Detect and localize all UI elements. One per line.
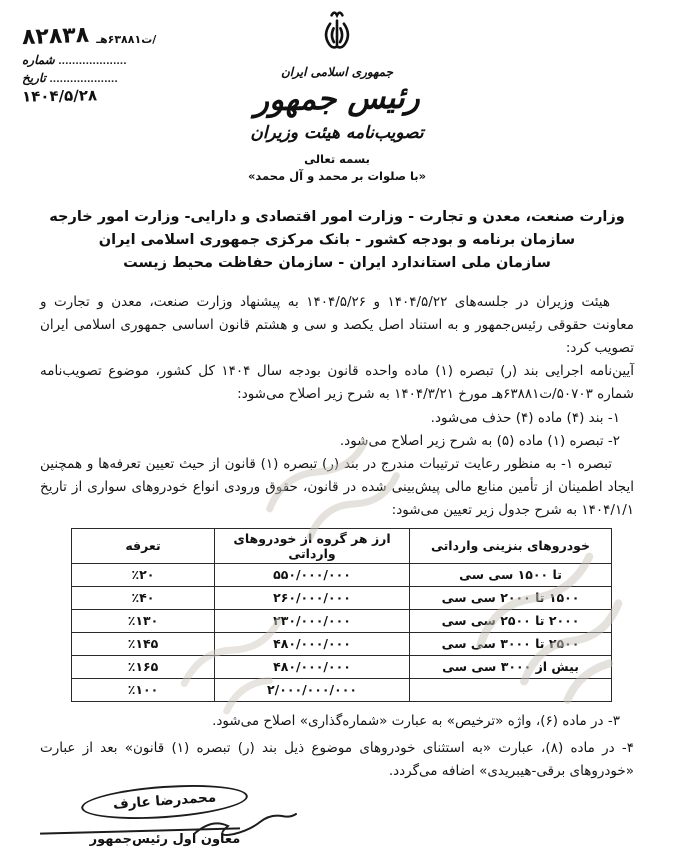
signature-block	[40, 786, 290, 847]
cell-currency: ۲۳۰/۰۰۰/۰۰۰	[215, 609, 410, 632]
column-header-currency: ارز هر گروه از خودروهای وارداتی	[215, 528, 410, 563]
office-calligraphy: رئیس جمهور	[253, 79, 421, 119]
number-dotted-line: ....................	[58, 57, 127, 67]
table-row	[72, 678, 612, 701]
addressee-line-2: سازمان برنامه و بودجه کشور - بانک مرکزی جمهوری اسلامی ایران	[98, 232, 576, 249]
cell-car-type	[410, 678, 612, 701]
column-header-car-type: خودروهای بنزینی وارداتی	[410, 528, 612, 563]
date-dotted-line: ....................	[49, 75, 118, 85]
signature-name: محمدرضا عارف	[112, 789, 218, 813]
note-paragraph: تبصره ۱- به منظور رعایت ترتیبات مندرج در بند (ر) تبصره (۱) قانون از حیث تعیین تعرفه‌ها و همچنین ایجاد اطمینان از تأمین منابع مالی پیش‌بینی شده در قانون، حقوق ورودی انواع خودروهای سواری از تاریخ ۱۴۰۴/۱/۱ به شرح جدول زیر تعیین می‌شود:	[40, 456, 634, 518]
cell-car-type: ۲۰۰۰ تا ۲۵۰۰ سی سی	[410, 609, 612, 632]
cell-tariff: ٪۱۳۰	[72, 609, 215, 632]
addressee-line-3: سازمان ملی استاندارد ایران - سازمان حفاظت محیط زیست	[123, 255, 551, 272]
bismillah-text: بسمه تعالی	[304, 152, 370, 166]
amendment-item-3: ۳- در ماده (۶)، واژه «ترخیص» به عبارت «شماره‌گذاری» اصلاح می‌شود.	[212, 712, 620, 729]
cell-car-type: تا ۱۵۰۰ سی سی	[410, 563, 612, 586]
reference-code: /ت۶۳۸۸۱هـ	[96, 33, 157, 46]
cell-car-type: ۱۵۰۰ تا ۲۰۰۰ سی سی	[410, 586, 612, 609]
cell-currency: ۴۸۰/۰۰۰/۰۰۰	[215, 632, 410, 655]
amendment-item-1: ۱- بند (۴) ماده (۴) حذف می‌شود.	[430, 409, 620, 426]
number-field	[22, 53, 210, 67]
body-paragraph-2: آیین‌نامه اجرایی بند (ر) تبصره (۱) ماده واحده قانون بودجه سال ۱۴۰۴ کل کشور، موضوع تصویب‌نامه شماره ۵۰۷۰۳/ت۶۳۸۸۱هـ مورخ ۱۴۰۴/۳/۲۱ به شرح زیر اصلاح می‌شود:	[40, 363, 634, 403]
addressee-line-1: وزارت صنعت، معدن و تجارت - وزارت امور اقتصادی و دارایی- وزارت امور خارجه	[49, 209, 625, 225]
cell-currency: ۵۵۰/۰۰۰/۰۰۰	[215, 563, 410, 586]
handwritten-date: ۱۴۰۴/۵/۲۸	[21, 86, 98, 106]
table-row	[72, 609, 612, 632]
signature-title: معاون اول رئیس‌جمهور	[89, 832, 241, 847]
cell-tariff: ٪۴۰	[72, 586, 215, 609]
amendment-item-2: ۲- تبصره (۱) ماده (۵) به شرح زیر اصلاح می‌شود.	[339, 432, 620, 449]
cell-currency: ۲۶۰/۰۰۰/۰۰۰	[215, 586, 410, 609]
date-label: تاریخ	[22, 71, 46, 85]
signature-scribble-icon	[190, 808, 300, 842]
reference-block	[22, 24, 210, 105]
cell-tariff: ٪۱۰۰	[72, 678, 215, 701]
cell-car-type: بیش از ۳۰۰۰ سی سی	[410, 655, 612, 678]
table-header-row	[72, 528, 612, 563]
body-paragraph-1: هیئت وزیران در جلسه‌های ۱۴۰۴/۵/۲۲ و ۱۴۰۴/۵/۲۶ به پیشنهاد وزارت صنعت، معدن و تجارت و معاونت حقوقی رئیس‌جمهور و به استناد اصل یکصد و سی و هشتم قانون اساسی جمهوری اسلامی ایران تصویب کرد:	[40, 293, 634, 356]
addressee-block	[40, 206, 634, 276]
table-row	[72, 655, 612, 678]
salawat-text: «با صلوات بر محمد و آل محمد»	[247, 169, 427, 183]
handwritten-number: ۸۲۸۳۸	[21, 22, 90, 51]
table-row	[72, 632, 612, 655]
amendment-item-4: ۴- در ماده (۸)، عبارت «به استثنای خودروهای موضوع ذیل بند (ر) تبصره (۱) قانون» بعد از عبارت «خودروهای برقی-هیبریدی» اضافه می‌گردد.	[40, 740, 634, 780]
doc-type-calligraphy: تصویب‌نامه هیئت وزیران	[250, 123, 424, 143]
iran-emblem-icon	[314, 8, 360, 64]
column-header-tariff: تعرفه	[72, 528, 215, 563]
country-calligraphy: جمهوری اسلامی ایران	[280, 65, 394, 79]
number-label: شماره	[22, 53, 55, 67]
document-body	[40, 206, 634, 784]
date-field	[22, 71, 210, 85]
table-row	[72, 563, 612, 586]
cell-currency: ۴۸۰/۰۰۰/۰۰۰	[215, 655, 410, 678]
cell-tariff: ٪۱۴۵	[72, 632, 215, 655]
cell-car-type: ۲۵۰۰ تا ۳۰۰۰ سی سی	[410, 632, 612, 655]
tariff-table	[71, 528, 612, 702]
cell-tariff: ٪۲۰	[72, 563, 215, 586]
table-row	[72, 586, 612, 609]
cell-tariff: ٪۱۶۵	[72, 655, 215, 678]
reference-number-row	[22, 24, 210, 49]
cell-currency: ۲/۰۰۰/۰۰۰/۰۰۰	[215, 678, 410, 701]
